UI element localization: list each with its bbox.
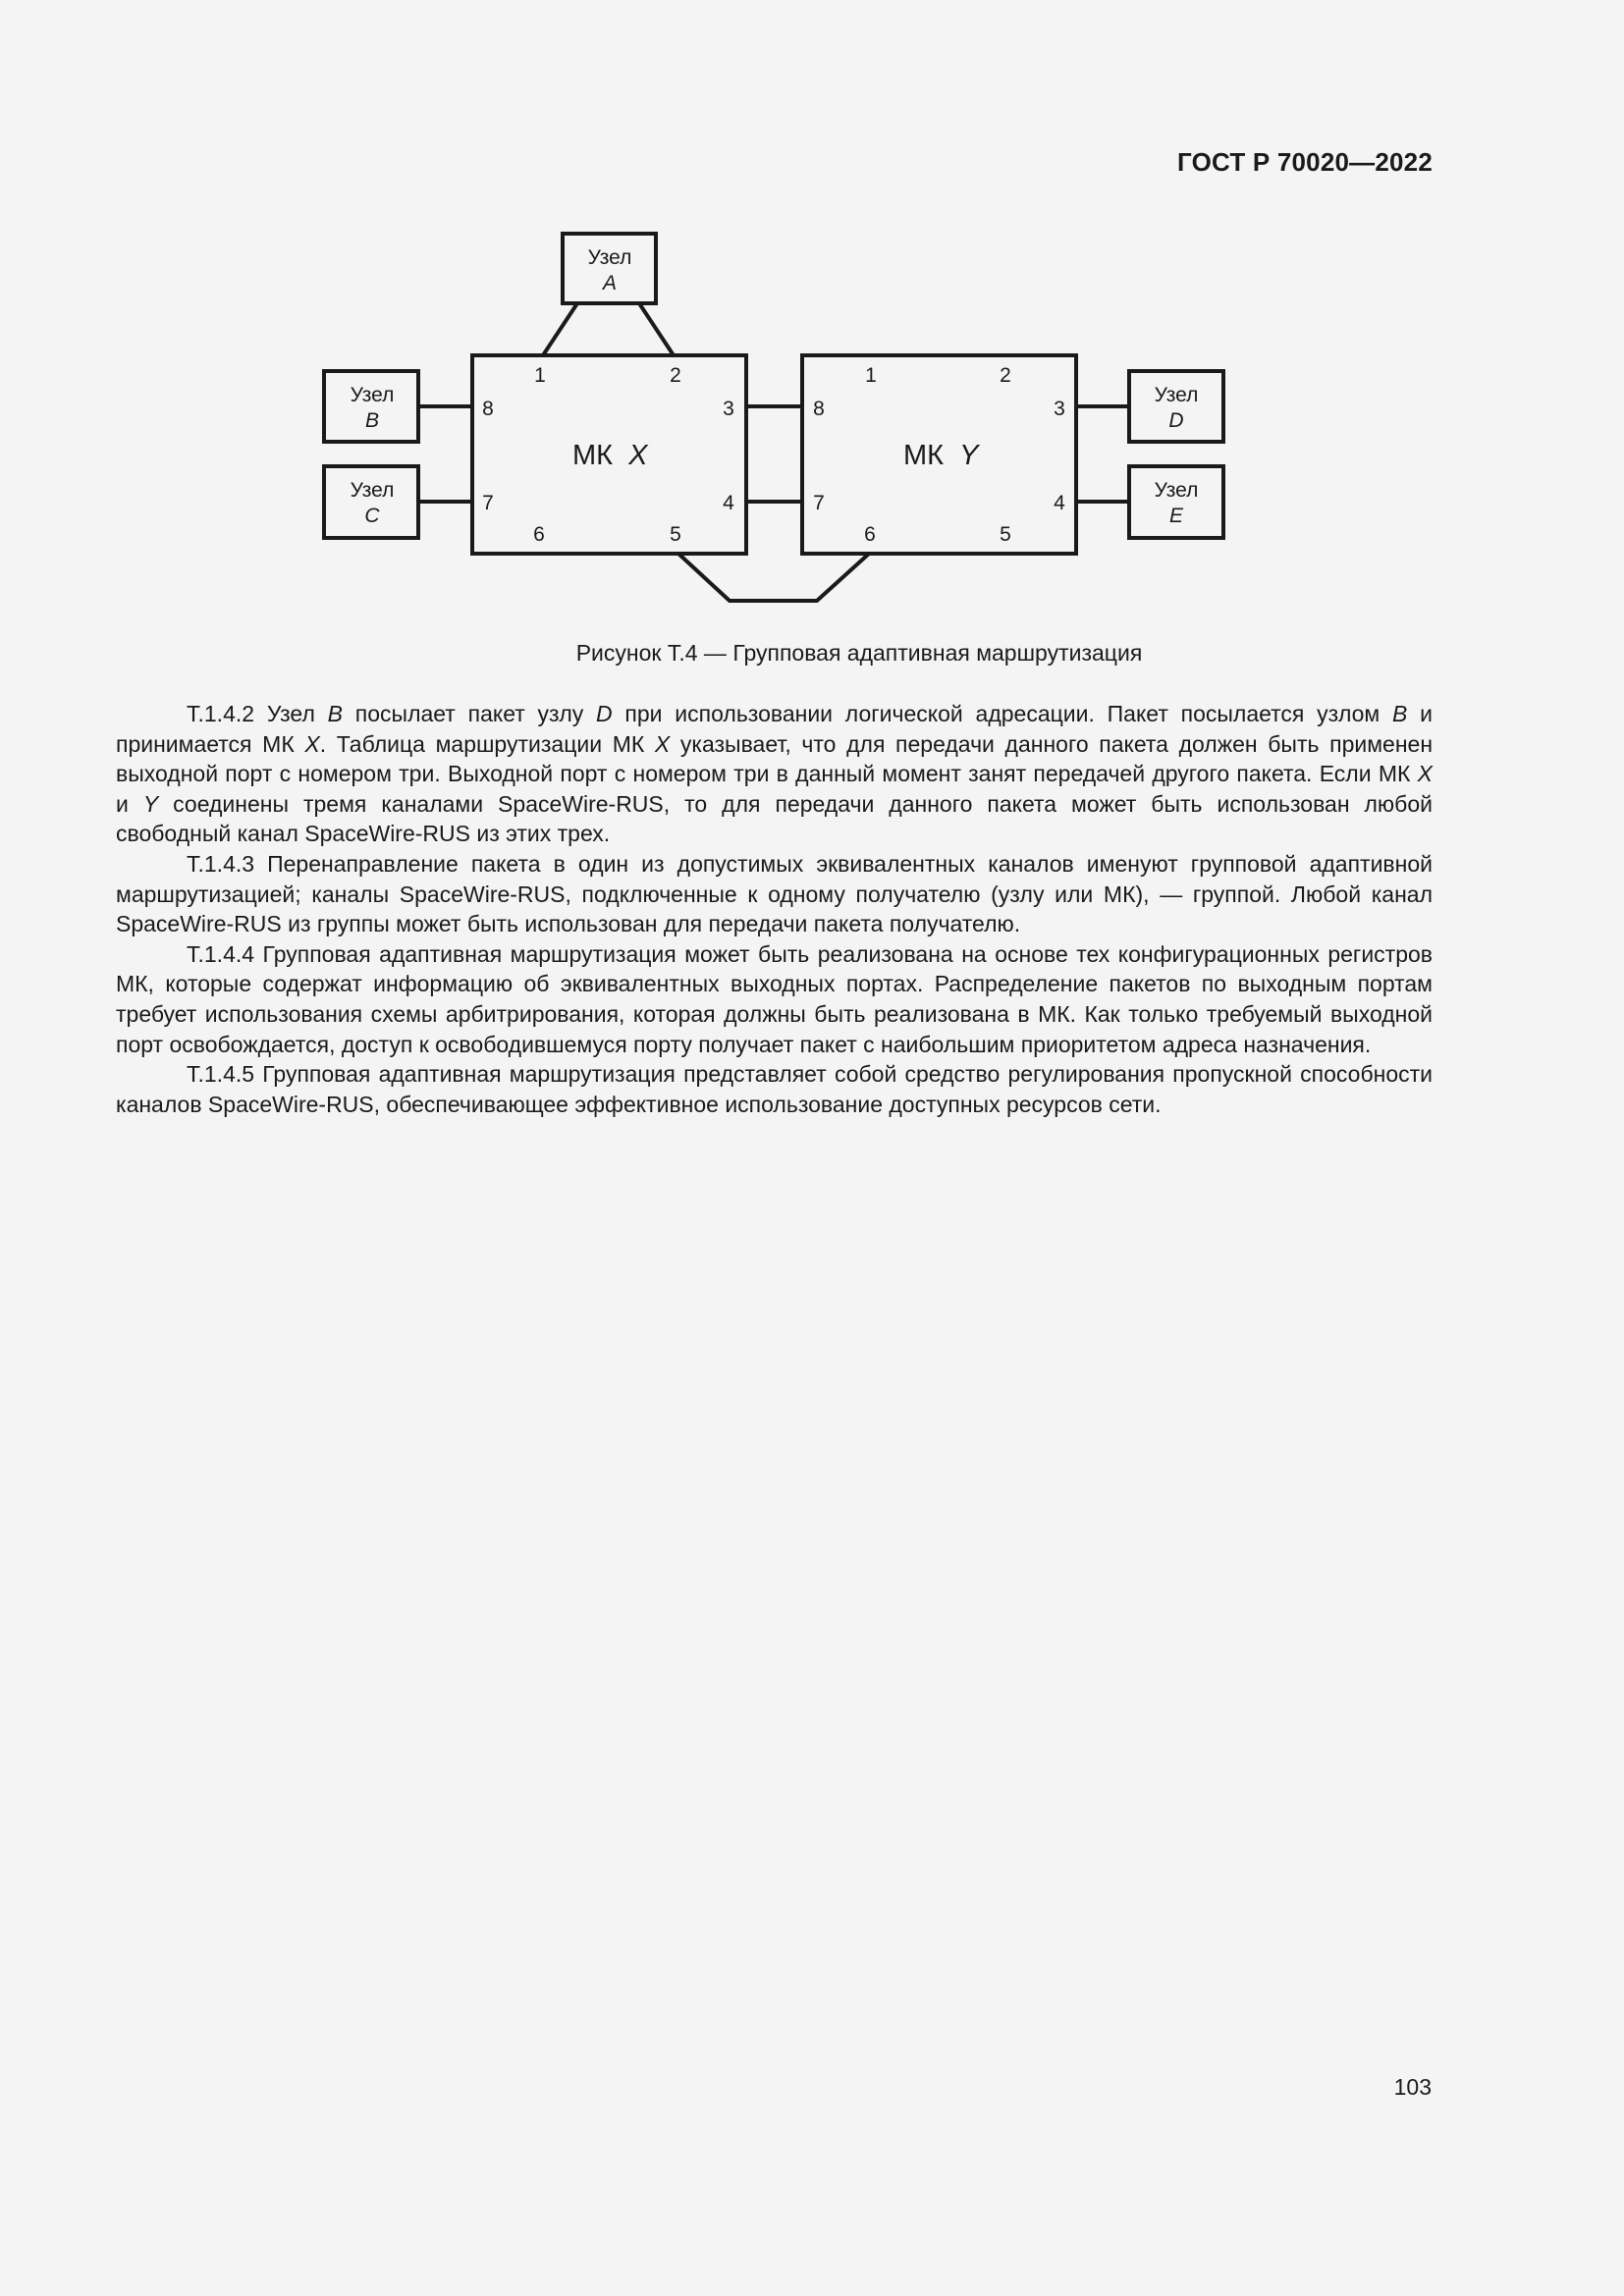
router-x-prefix: МК	[572, 440, 614, 471]
router-x-port-3: 3	[723, 398, 734, 420]
router-x-letter: X	[628, 440, 648, 471]
italic-variable: B	[327, 701, 344, 726]
router-y-port-6: 6	[864, 523, 876, 546]
body-text	[116, 699, 1433, 1119]
router-x-port-8: 8	[482, 398, 494, 420]
router-x-port-5: 5	[670, 523, 681, 546]
node-b-letter: B	[364, 409, 380, 432]
node-b-label: Узел	[350, 384, 395, 406]
figure-caption: Рисунок Т.4 — Групповая адаптивная маршрутизация	[575, 640, 1143, 666]
router-y-port-7: 7	[813, 492, 825, 514]
node-e-letter: E	[1168, 505, 1184, 527]
paragraph-t145: Т.1.4.5 Групповая адаптивная маршрутизация представляет собой средство регулирования пропускной способности каналов SpaceWire-RUS, обеспечивающее эффективное использование доступных ресурсов сети.	[116, 1061, 1433, 1117]
router-y-port-4: 4	[1054, 492, 1065, 514]
italic-variable: Y	[142, 790, 159, 817]
router-y-title	[903, 440, 981, 471]
italic-variable: D	[596, 701, 613, 726]
node-d-label: Узел	[1154, 384, 1199, 406]
router-y-port-2: 2	[1000, 364, 1011, 387]
router-x-port-6: 6	[533, 523, 545, 546]
router-y-prefix: МК	[903, 440, 945, 471]
page-number: 103	[1393, 2074, 1432, 2100]
link-a-x1	[543, 303, 577, 355]
router-x-port-7: 7	[482, 492, 494, 514]
router-x-port-4: 4	[723, 492, 734, 514]
link-x5-y6	[678, 554, 869, 601]
document-header: ГОСТ Р 70020—2022	[1177, 147, 1433, 177]
router-y-port-5: 5	[1000, 523, 1011, 546]
router-y-port-8: 8	[813, 398, 825, 420]
node-a-letter: A	[602, 272, 618, 294]
italic-variable: X	[654, 730, 671, 757]
italic-variable: X	[1417, 761, 1433, 787]
italic-variable: B	[1392, 701, 1408, 726]
node-e-box	[1129, 466, 1223, 538]
node-a-label: Узел	[587, 246, 632, 269]
italic-variable: X	[304, 730, 320, 757]
node-e-label: Узел	[1154, 479, 1199, 502]
node-c-letter: C	[364, 505, 380, 527]
node-d-letter: D	[1168, 409, 1184, 432]
router-x-port-2: 2	[670, 364, 681, 387]
router-x-title	[572, 440, 649, 471]
node-c-box	[324, 466, 418, 538]
router-y-port-3: 3	[1054, 398, 1065, 420]
router-y-letter: Y	[959, 440, 979, 471]
link-a-x2	[639, 303, 674, 355]
router-x-port-1: 1	[534, 364, 546, 387]
router-y-port-1: 1	[865, 364, 877, 387]
paragraph-t142: Т.1.4.2 Узел B посылает пакет узлу D при использовании логической адресации. Пакет посылается узлом B и принимается МК X. Таблица маршрутизации МК X указывает, что для передачи данного пакета должен быть применен выходной порт с номером три. Выходной порт с номером три в данный момент занят передачей другого пакета. Если МК X и Y соединены тремя каналами SpaceWire-RUS, то для передачи данного пакета может быть использован любой свободный канал SpaceWire-RUS из этих трех.	[116, 701, 1434, 847]
node-c-label: Узел	[350, 479, 395, 502]
paragraph-t143: Т.1.4.3 Перенаправление пакета в один из допустимых эквивалентных каналов именуют групповой адаптивной маршрутизацией; каналы SpaceWire-RUS, подключенные к одному получателю (узлу или МК), — группой. Любой канал SpaceWire-RUS из группы может быть использован для передачи пакета получателю.	[116, 850, 1433, 937]
figure-t4-diagram	[0, 0, 1624, 628]
paragraph-t144: Т.1.4.4 Групповая адаптивная маршрутизация может быть реализована на основе тех конфигурационных регистров МК, которые содержат информацию об эквивалентных выходных портах. Распределение пакетов по выходным портам требует использования схемы арбитрирования, которая должны быть реализована в МК. Как только требуемый выходной порт освобождается, доступ к освободившемуся порту получает пакет с наибольшим приоритетом адреса назначения.	[116, 940, 1433, 1057]
